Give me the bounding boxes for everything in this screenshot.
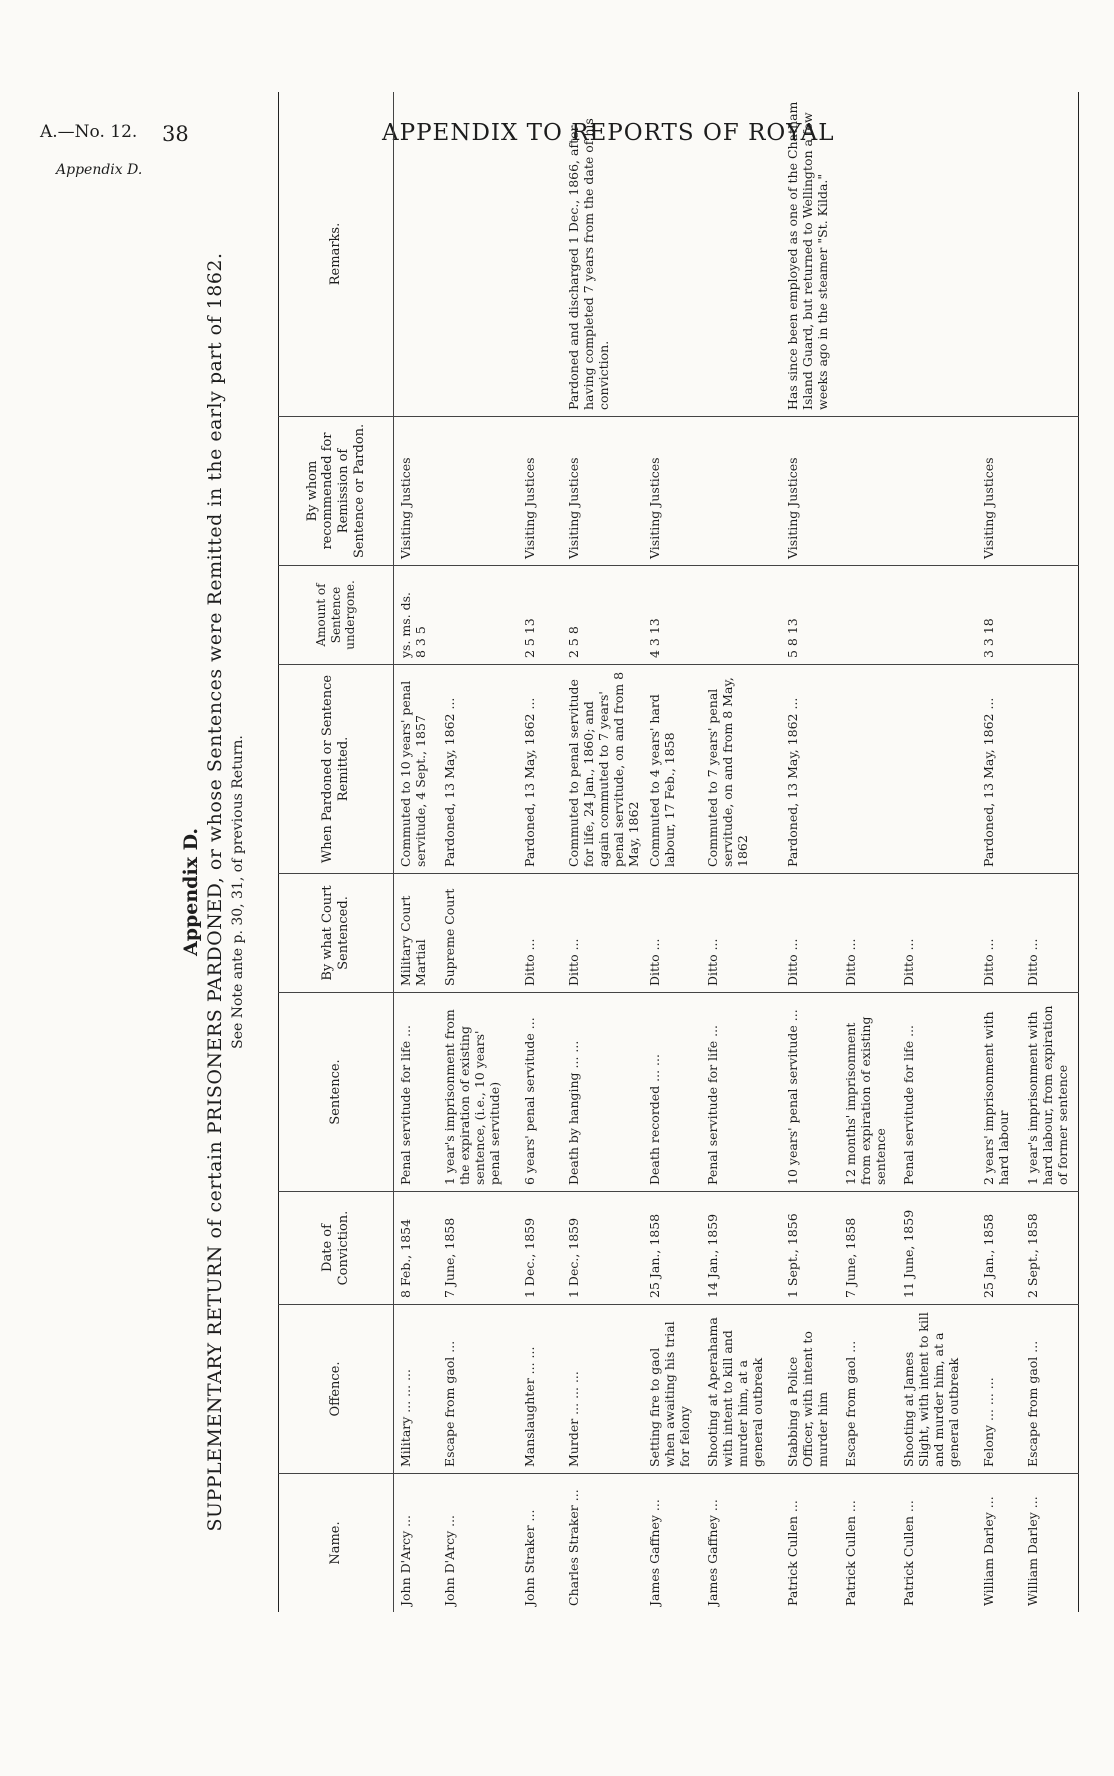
cell-remarks — [839, 92, 897, 417]
cell-when: Pardoned, 13 May, 1862 ... — [977, 665, 1021, 874]
cell-court: Military Court Martial — [394, 874, 438, 993]
col-date: Date of Conviction. — [279, 1192, 394, 1305]
cell-name: James Gaffney ... — [701, 1474, 781, 1613]
cell-sentence: 10 years' penal servitude ... — [781, 993, 839, 1192]
cell-amount — [839, 566, 897, 665]
cell-by-whom: Visiting Justices — [394, 417, 438, 566]
cell-by-whom — [1021, 417, 1079, 566]
table-caption — [178, 172, 278, 1612]
cell-when — [897, 665, 977, 874]
cell-offence: Stabbing a Police Officer, with intent to murder him — [781, 1305, 839, 1474]
cell-amount — [897, 566, 977, 665]
cell-when: Pardoned, 13 May, 1862 ... — [438, 665, 518, 874]
cell-remarks — [701, 92, 781, 417]
table-row — [562, 92, 643, 1612]
table-row — [518, 92, 562, 1612]
cell-date: 25 Jan., 1858 — [977, 1192, 1021, 1305]
cell-name: Patrick Cullen ... — [839, 1474, 897, 1613]
cell-when — [839, 665, 897, 874]
cell-amount: 4 3 13 — [643, 566, 701, 665]
cell-name: William Darley ... — [1021, 1474, 1079, 1613]
cell-name: Charles Straker ... — [562, 1474, 643, 1613]
cell-court: Ditto ... — [518, 874, 562, 993]
appendix-label: Appendix D. — [180, 827, 202, 957]
cell-date: 7 June, 1858 — [438, 1192, 518, 1305]
table-row — [977, 92, 1021, 1612]
table-row — [1021, 92, 1079, 1612]
table-row — [897, 92, 977, 1612]
cell-amount: 3 3 18 — [977, 566, 1021, 665]
table-row — [394, 92, 438, 1612]
amount-units: ys. ms. ds. — [398, 591, 413, 658]
cell-amount: 5 8 13 — [781, 566, 839, 665]
cell-when: Commuted to penal servitude for life, 24 Jan., 1860; and again commuted to 7 years' penal servitude, on and from 8 May, 1862 — [562, 665, 643, 874]
prisoners-table — [278, 92, 1079, 1612]
table-row — [839, 92, 897, 1612]
cell-offence: Escape from gaol ... — [438, 1305, 518, 1474]
cell-date: 25 Jan., 1858 — [643, 1192, 701, 1305]
cell-name: John D'Arcy ... — [394, 1474, 438, 1613]
cell-amount: 2 5 8 — [562, 566, 643, 665]
cell-court: Ditto ... — [977, 874, 1021, 993]
cell-when: Commuted to 7 years' penal servitude, on and from 8 May, 1862 — [701, 665, 781, 874]
page-title: APPENDIX TO REPORTS OF ROYAL — [382, 120, 835, 146]
cell-court: Ditto ... — [839, 874, 897, 993]
col-remarks: Remarks. — [279, 92, 394, 417]
page-number: 38 — [162, 122, 189, 146]
cell-remarks — [897, 92, 977, 417]
cell-court: Ditto ... — [781, 874, 839, 993]
cell-sentence: Penal servitude for life ... — [701, 993, 781, 1192]
cell-date: 1 Dec., 1859 — [562, 1192, 643, 1305]
cell-offence: Murder ... ... ... — [562, 1305, 643, 1474]
cell-sentence: 1 year's imprisonment from the expiration of existing sentence, (i.e., 10 years' penal servitude) — [438, 993, 518, 1192]
cell-amount — [1021, 566, 1079, 665]
cell-court: Supreme Court — [438, 874, 518, 993]
cell-date: 11 June, 1859 — [897, 1192, 977, 1305]
header-row — [279, 92, 394, 1612]
cell-offence: Military ... ... ... — [394, 1305, 438, 1474]
cell-court: Ditto ... — [643, 874, 701, 993]
col-offence: Offence. — [279, 1305, 394, 1474]
cell-amount: 2 5 13 — [518, 566, 562, 665]
col-by-whom: By whom recommended for Remission of Sentence or Pardon. — [279, 417, 394, 566]
cell-date: 7 June, 1858 — [839, 1192, 897, 1305]
cell-when: Commuted to 4 years' hard labour, 17 Feb., 1858 — [643, 665, 701, 874]
table-row — [438, 92, 518, 1612]
cell-remarks — [977, 92, 1021, 417]
cell-when: Commuted to 10 years' penal servitude, 4 Sept., 1857 — [394, 665, 438, 874]
cell-date: 8 Feb., 1854 — [394, 1192, 438, 1305]
cell-by-whom — [839, 417, 897, 566]
cell-by-whom: Visiting Justices — [643, 417, 701, 566]
cell-date: 1 Sept., 1856 — [781, 1192, 839, 1305]
cell-sentence: Penal servitude for life ... — [897, 993, 977, 1192]
cell-sentence: 12 months' imprisonment from expiration of existing sentence — [839, 993, 897, 1192]
return-title: SUPPLEMENTARY RETURN of certain PRISONERS PARDONED, or whose Sentences were Remitted in the early part of 1862. — [204, 252, 226, 1532]
cell-by-whom: Visiting Justices — [977, 417, 1021, 566]
cell-name: Patrick Cullen ... — [781, 1474, 839, 1613]
cell-offence: Felony ... ... ... — [977, 1305, 1021, 1474]
cell-name: John Straker ... — [518, 1474, 562, 1613]
cell-sentence: Death by hanging ... ... — [562, 993, 643, 1192]
cell-offence: Shooting at Aperahama with intent to kill and murder him, at a general outbreak — [701, 1305, 781, 1474]
cell-remarks — [518, 92, 562, 417]
col-amount: Amount of Sentence undergone. — [279, 566, 394, 665]
col-sentence: Sentence. — [279, 993, 394, 1192]
series-number: A.—No. 12. — [40, 122, 138, 142]
cell-remarks — [643, 92, 701, 417]
cell-name: William Darley ... — [977, 1474, 1021, 1613]
cell-remarks — [1021, 92, 1079, 417]
cell-amount — [701, 566, 781, 665]
cell-when: Pardoned, 13 May, 1862 ... — [781, 665, 839, 874]
cell-remarks — [438, 92, 518, 417]
cell-offence: Setting fire to gaol when awaiting his trial for felony — [643, 1305, 701, 1474]
cell-remarks — [394, 92, 438, 417]
cell-date: 14 Jan., 1859 — [701, 1192, 781, 1305]
cell-when: Pardoned, 13 May, 1862 ... — [518, 665, 562, 874]
cell-sentence: Penal servitude for life ... — [394, 993, 438, 1192]
cell-by-whom: Visiting Justices — [781, 417, 839, 566]
appendix-tag: Appendix D. — [56, 162, 143, 178]
table-row — [701, 92, 781, 1612]
cell-offence: Escape from gaol ... — [1021, 1305, 1079, 1474]
cell-name: John D'Arcy ... — [438, 1474, 518, 1613]
return-note: See Note ante p. 30, 31, of previous Return. — [230, 735, 246, 1049]
cell-offence: Shooting at James Slight, with intent to kill and murder him, at a general outbreak — [897, 1305, 977, 1474]
cell-offence: Manslaughter ... ... — [518, 1305, 562, 1474]
cell-by-whom — [897, 417, 977, 566]
cell-name: James Gaffney ... — [643, 1474, 701, 1613]
cell-by-whom — [438, 417, 518, 566]
cell-amount — [438, 566, 518, 665]
cell-offence: Escape from gaol ... — [839, 1305, 897, 1474]
cell-when — [1021, 665, 1079, 874]
cell-date: 1 Dec., 1859 — [518, 1192, 562, 1305]
col-name: Name. — [279, 1474, 394, 1613]
col-when: When Pardoned or Sentence Remitted. — [279, 665, 394, 874]
table-row — [643, 92, 701, 1612]
cell-amount — [394, 566, 438, 665]
cell-sentence: 1 year's imprisonment with hard labour, from expiration of former sentence — [1021, 993, 1079, 1192]
cell-sentence: 2 years' imprisonment with hard labour — [977, 993, 1021, 1192]
cell-by-whom — [701, 417, 781, 566]
amount-value: 8 3 5 — [413, 626, 428, 658]
cell-court: Ditto ... — [897, 874, 977, 993]
cell-name: Patrick Cullen ... — [897, 1474, 977, 1613]
cell-by-whom: Visiting Justices — [518, 417, 562, 566]
cell-by-whom: Visiting Justices — [562, 417, 643, 566]
cell-remarks: Pardoned and discharged 1 Dec., 1866, after having completed 7 years from the date of his conviction. — [565, 118, 611, 410]
cell-remarks: Has since been employed as one of the Chatham Island Guard, but returned to Wellington a few weeks ago in the steamer "St. Kilda." — [784, 101, 830, 410]
cell-date: 2 Sept., 1858 — [1021, 1192, 1079, 1305]
cell-sentence: Death recorded ... ... — [643, 993, 701, 1192]
cell-court: Ditto ... — [562, 874, 643, 993]
col-court: By what Court Sentenced. — [279, 874, 394, 993]
cell-court: Ditto ... — [1021, 874, 1079, 993]
table-row — [781, 92, 839, 1612]
cell-sentence: 6 years' penal servitude ... — [518, 993, 562, 1192]
cell-court: Ditto ... — [701, 874, 781, 993]
